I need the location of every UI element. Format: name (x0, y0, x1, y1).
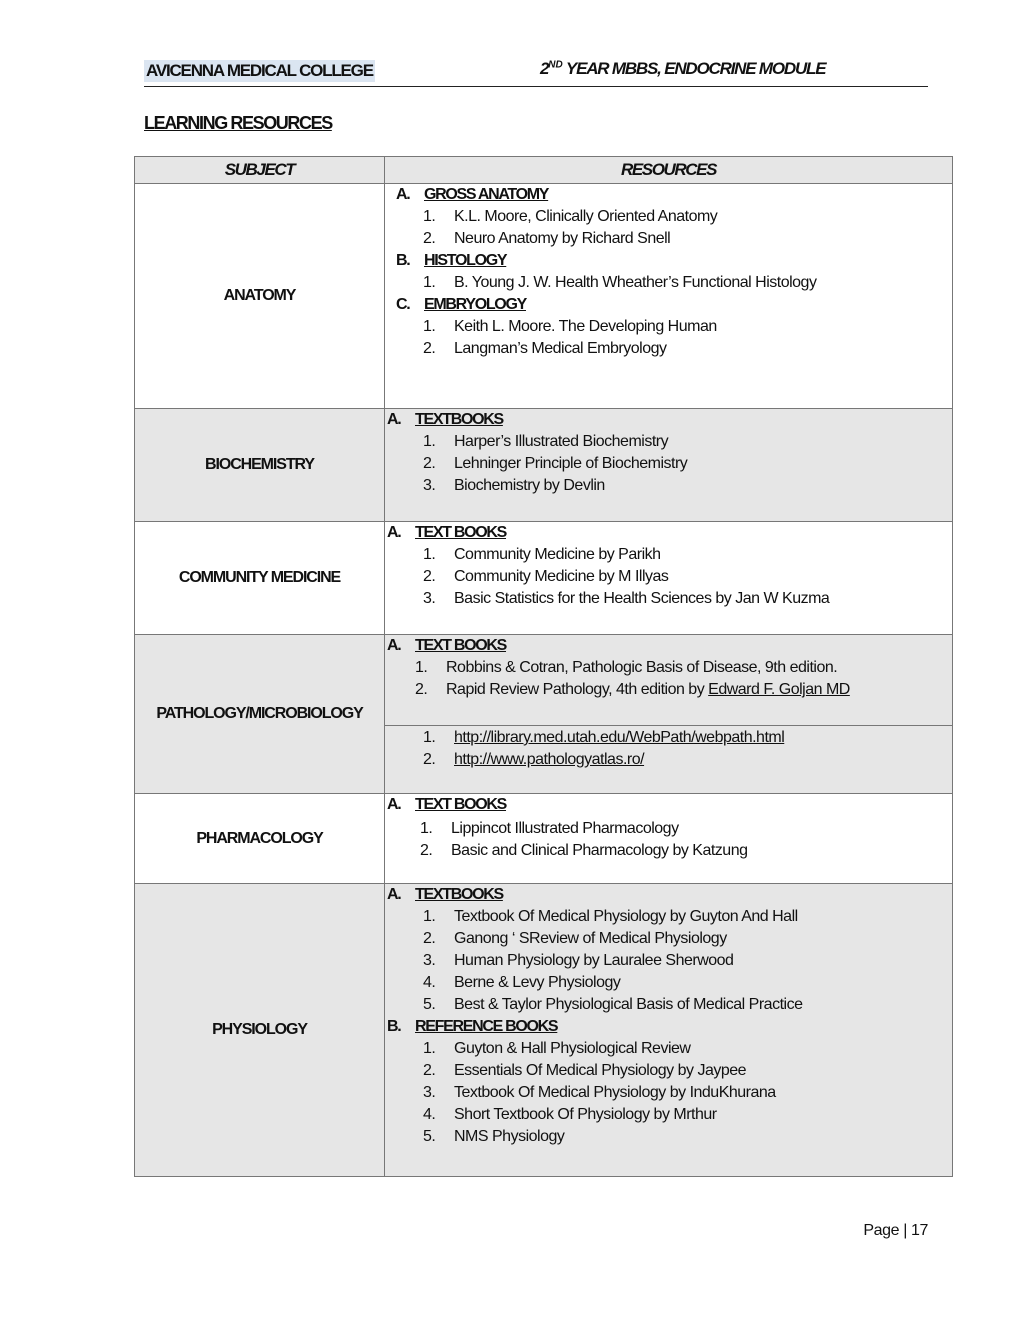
section-title: LEARNING RESOURCES (144, 113, 332, 133)
resources-cell (385, 884, 953, 1177)
list-item: 1. Guyton & Hall Physiological Review (423, 1040, 691, 1057)
list-item: 1. K.L. Moore, Clinically Oriented Anatomy (423, 208, 718, 225)
group-heading: B. REFERENCE BOOKS (387, 1018, 558, 1035)
list-item: 2. http://www.pathologyatlas.ro/ (423, 751, 645, 768)
list-item: 1. Robbins & Cotran, Pathologic Basis of Disease, 9th edition. (415, 659, 838, 676)
list-item: 2. Ganong ‘ SReview of Medical Physiology (423, 930, 727, 947)
table-row (135, 522, 953, 635)
subject-cell: COMMUNITY MEDICINE (135, 522, 385, 635)
webpath-link[interactable]: http://library.med.utah.edu/WebPath/webpath.html (454, 729, 785, 746)
list-item: 1. Textbook Of Medical Physiology by Guyton And Hall (423, 908, 798, 925)
table-row (135, 184, 953, 409)
list-item: 2. Langman’s Medical Embryology (423, 340, 667, 357)
group-heading: B. HISTOLOGY (396, 252, 507, 269)
group-heading: A. TEXT BOOKS (387, 637, 507, 654)
list-item: 1. http://library.med.utah.edu/WebPath/webpath.html (423, 729, 785, 746)
table-row (135, 409, 953, 522)
list-item: 2. Community Medicine by M Illyas (423, 568, 669, 585)
list-item: 2. Basic and Clinical Pharmacology by Katzung (420, 842, 748, 859)
list-item: 1. Harper’s Illustrated Biochemistry (423, 433, 669, 450)
list-item: 5. NMS Physiology (423, 1128, 565, 1145)
list-item: 2. Rapid Review Pathology, 4th edition by Edward F. Goljan MD (415, 681, 850, 698)
year-ordinal: ND (548, 59, 563, 71)
list-item: 4. Short Textbook Of Physiology by Mrthur (423, 1106, 717, 1123)
list-item: 1. Keith L. Moore. The Developing Human (423, 318, 717, 335)
group-heading: A. TEXT BOOKS (387, 796, 507, 813)
list-item: 1. B. Young J. W. Health Wheather’s Functional Histology (423, 274, 817, 291)
list-item: 2. Neuro Anatomy by Richard Snell (423, 230, 671, 247)
year-number: 2 (540, 59, 549, 78)
list-item: 1. Lippincot Illustrated Pharmacology (420, 820, 679, 837)
pathologyatlas-link[interactable]: http://www.pathologyatlas.ro/ (454, 751, 645, 768)
group-heading: A. TEXTBOOKS (387, 886, 503, 903)
list-item: 4. Berne & Levy Physiology (423, 974, 621, 991)
subject-cell: ANATOMY (135, 184, 385, 409)
resources-cell (385, 184, 953, 409)
table-row (135, 635, 953, 794)
list-item: 3. Textbook Of Medical Physiology by InduKhurana (423, 1084, 776, 1101)
group-heading: A. GROSS ANATOMY (396, 186, 549, 203)
table-row (135, 794, 953, 884)
subject-cell: PHYSIOLOGY (135, 884, 385, 1177)
header-rule (144, 86, 928, 87)
list-item: 3. Basic Statistics for the Health Sciences by Jan W Kuzma (423, 590, 830, 607)
group-heading: A. TEXTBOOKS (387, 411, 503, 428)
college-name: AVICENNA MEDICAL COLLEGE (146, 61, 373, 80)
resources-cell (385, 409, 953, 522)
page-number: Page | 17 (863, 1222, 928, 1239)
cell-divider (385, 725, 952, 771)
resources-cell (385, 635, 953, 794)
module-title (540, 59, 825, 79)
subject-cell: PHARMACOLOGY (135, 794, 385, 884)
list-item: 3. Biochemistry by Devlin (423, 477, 605, 494)
subject-cell: BIOCHEMISTRY (135, 409, 385, 522)
list-item: 2. Essentials Of Medical Physiology by Jaypee (423, 1062, 747, 1079)
resources-cell (385, 794, 953, 884)
table-row (135, 884, 953, 1177)
subject-column-header: SUBJECT (135, 157, 385, 184)
group-heading: A. TEXT BOOKS (387, 524, 507, 541)
group-heading: C. EMBRYOLOGY (396, 296, 526, 313)
resources-cell (385, 522, 953, 635)
resources-table (134, 156, 953, 1177)
list-item: 2. Lehninger Principle of Biochemistry (423, 455, 688, 472)
subject-cell: PATHOLOGY/MICROBIOLOGY (135, 635, 385, 794)
list-item: 1. Community Medicine by Parikh (423, 546, 661, 563)
resources-column-header: RESOURCES (385, 157, 953, 184)
module-name: YEAR MBBS, ENDOCRINE MODULE (562, 59, 826, 78)
author-link[interactable]: Edward F. Goljan MD (708, 681, 850, 698)
list-item: 5. Best & Taylor Physiological Basis of Medical Practice (423, 996, 803, 1013)
list-item: 3. Human Physiology by Lauralee Sherwood (423, 952, 734, 969)
